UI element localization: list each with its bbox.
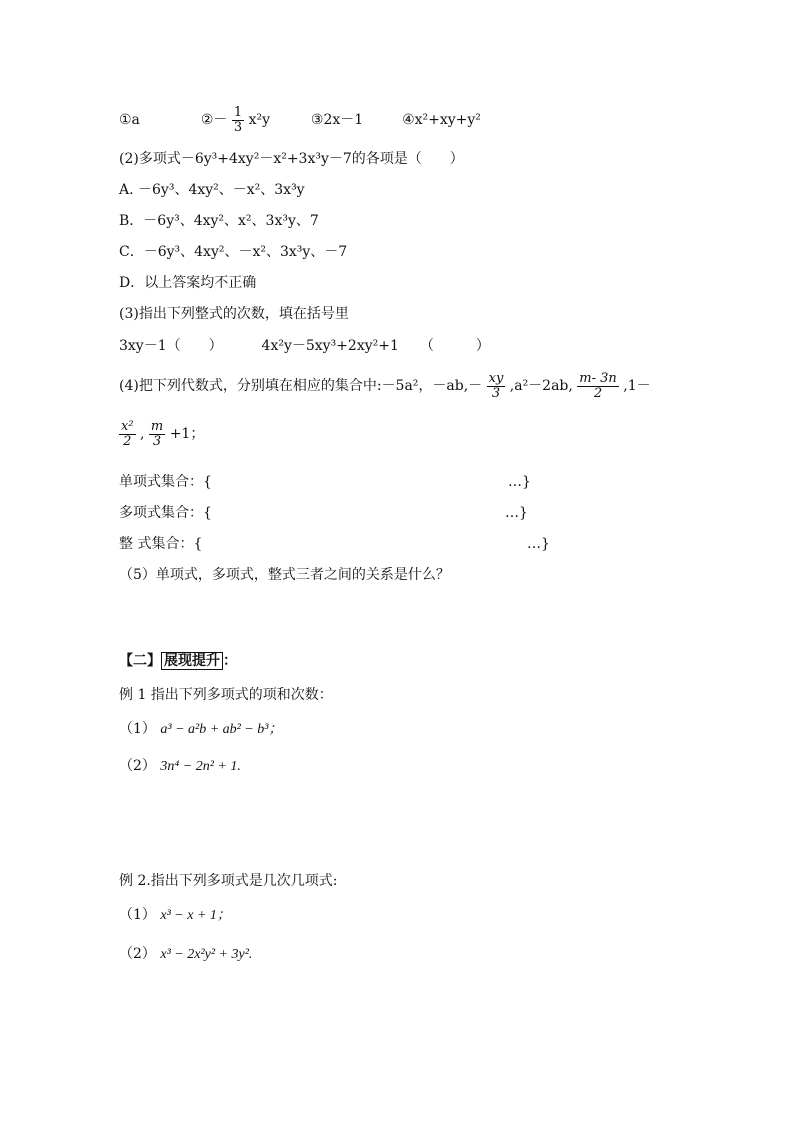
- q4-fraction-m-3: [149, 420, 165, 448]
- set-integral-end: …}: [527, 536, 550, 552]
- q1-option-d: ④x²+xy+y²: [402, 112, 481, 129]
- q4-mid: ,a²－2ab,: [509, 378, 573, 395]
- q4-f1-num: xy: [488, 371, 504, 386]
- q1-option-b-prefix: ②－: [200, 112, 228, 129]
- q3-item-1: 3xy－1（ ）: [119, 338, 223, 354]
- ex2-item-1: [119, 905, 231, 926]
- q4-fraction-m3n-2: [577, 372, 619, 400]
- ex1-item-1: [119, 719, 283, 740]
- ex2-title: 例 2.指出下列多项式是几次几项式:: [119, 873, 338, 889]
- ex2-item-2: [119, 944, 252, 965]
- q4-stem-a: (4)把下列代数式，分别填在相应的集合中:－5a²，－ab,－: [119, 378, 483, 395]
- q2-option-a: A. －6y³、4xy²、－x²、3x³y: [119, 182, 305, 198]
- q4-f4-den: 3: [152, 433, 162, 449]
- ex1-item-1-expr: a³ − a²b + ab² − b³；: [160, 722, 283, 737]
- ex1-item-2: [119, 756, 241, 777]
- section2-bracket: 【二】: [119, 653, 161, 669]
- q2-option-b: B．－6y³、4xy²、x²、3x³y、7: [119, 213, 319, 229]
- q4-stem-line: [119, 372, 651, 400]
- q4-comma: ,: [140, 426, 145, 443]
- q4-continuation-line: [119, 420, 204, 448]
- q4-f4-num: m: [150, 419, 164, 434]
- q3-items: [119, 336, 490, 356]
- q2-option-c: C．－6y³、4xy²、－x²、3x³y、－7: [119, 244, 348, 260]
- q1-option-c: ③2x－1: [310, 112, 364, 129]
- q4-end: +1；: [169, 426, 205, 443]
- ex1-item-1-label: （1）: [119, 721, 156, 737]
- section2-heading: [119, 651, 237, 671]
- q4-tail: ,1－: [623, 378, 651, 395]
- set-monomial-label: 单项式集合：{: [119, 474, 212, 490]
- q1-option-b-fraction: [232, 106, 244, 134]
- ex1-item-2-expr: 3n⁴ − 2n² + 1.: [160, 759, 241, 774]
- q1-frac-den: 3: [233, 119, 243, 135]
- ex2-item-1-expr: x³ − x + 1；: [160, 908, 231, 923]
- ex2-item-2-expr: x³ − 2x²y² + 3y².: [160, 947, 253, 962]
- q4-f2-num: m- 3n: [579, 371, 617, 386]
- q3-stem: (3)指出下列整式的次数，填在括号里: [119, 306, 349, 322]
- q4-f2-den: 2: [593, 385, 603, 401]
- q5-question: （5）单项式，多项式，整式三者之间的关系是什么？: [119, 567, 450, 583]
- q2-stem: (2)多项式－6y³+4xy²－x²+3x³y－7的各项是（ ）: [119, 151, 464, 167]
- ex1-title: 例 1 指出下列多项式的项和次数：: [119, 687, 333, 703]
- section2-title: 展现提升: [161, 652, 223, 670]
- q1-frac-num: 1: [233, 105, 243, 120]
- set-integral-label: 整 式集合：{: [119, 536, 203, 552]
- set-monomial-end: …}: [508, 474, 531, 490]
- q4-f3-den: 2: [123, 433, 132, 449]
- q4-f3-num: x²: [121, 419, 134, 434]
- ex2-item-2-label: （2）: [119, 946, 156, 962]
- q4-f1-den: 3: [491, 385, 501, 401]
- set-polynomial-end: …}: [505, 505, 528, 521]
- section2-colon: ：: [223, 653, 237, 669]
- set-polynomial-label: 多项式集合：{: [119, 505, 212, 521]
- ex2-item-1-label: （1）: [119, 907, 156, 923]
- q3-item-2: 4x²y－5xy³+2xy²+1 （ ）: [261, 338, 490, 354]
- q4-fraction-x2-2: [119, 420, 136, 448]
- q1-option-b-term: x²y: [248, 112, 270, 129]
- q1-options-line: [119, 106, 481, 134]
- q1-option-a: ①a: [119, 112, 140, 129]
- ex1-item-2-label: （2）: [119, 758, 156, 774]
- q2-option-d: D．以上答案均不正确: [119, 275, 257, 291]
- q4-fraction-xy-3: [487, 372, 506, 400]
